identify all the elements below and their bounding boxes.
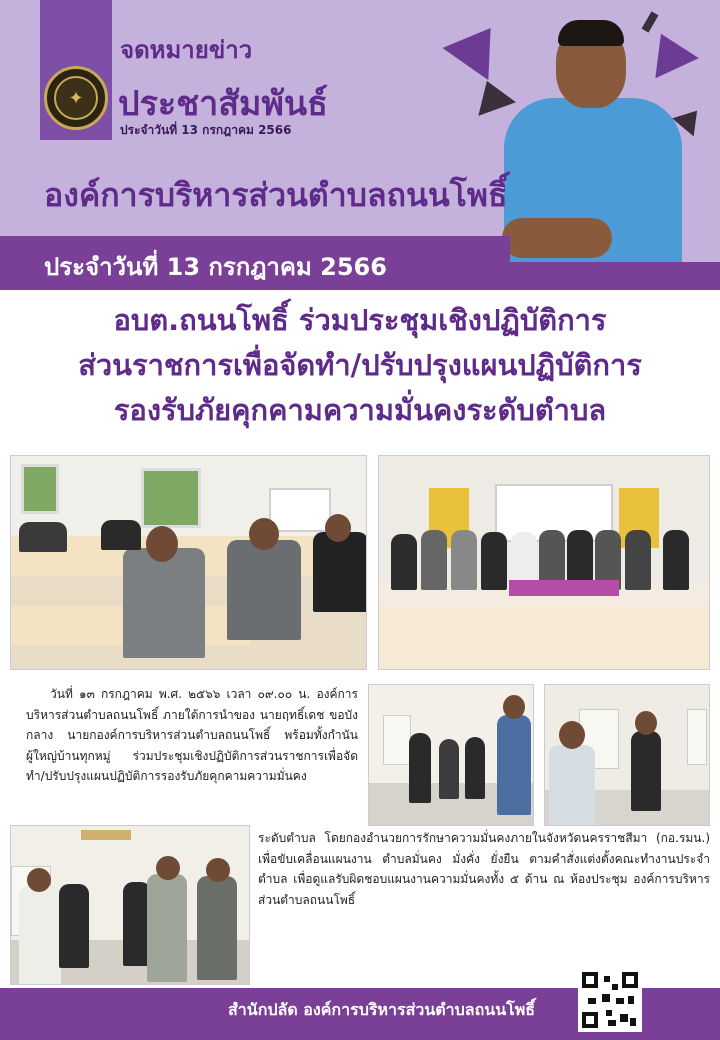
- date-banner-extension: [500, 262, 720, 290]
- article-body-part-2: ระดับตำบล โดยกองอำนวยการรักษาความมั่นคงภายในจังหวัดนครราชสีมา (กอ.รมน.) เพื่อขับเคลื่อนแผนงาน ตำบลมั่นคง มั่งคั่ง ยั่งยืน ตามคำสั่งแต่งตั้งคณะทำงานประจำตำบล เพื่อดูแลรับผิดชอบแผนงานความมั่นคงทั้ง ๕ ด้าน ณ ห้องประชุม องค์การบริหารส่วนตำบลถนนโพธิ์: [258, 831, 710, 907]
- workshop-photo: [368, 684, 534, 826]
- headline-line-3: รองรับภัยคุกคามความมั่นคงระดับตำบล: [113, 393, 607, 427]
- mayor-portrait: [498, 12, 688, 290]
- newsletter-title: จดหมายข่าว: [120, 36, 253, 64]
- article-body-part-1: [26, 684, 358, 787]
- newsletter-subtitle: ประชาสัมพันธ์: [118, 84, 328, 124]
- headline-line-1: อบต.ถนนโพธิ์ ร่วมประชุมเชิงปฏิบัติการ: [113, 303, 607, 337]
- headline: [0, 298, 720, 433]
- discussion-photo: [10, 825, 250, 985]
- organization-name: องค์การบริหารส่วนตำบลถนนโพธิ์: [44, 176, 508, 214]
- headline-line-2: ส่วนราชการเพื่อจัดทำ/ปรับปรุงแผนปฏิบัติการ: [78, 348, 642, 382]
- newsletter-date: ประจำวันที่ 13 กรกฎาคม 2566: [120, 123, 292, 137]
- date-banner: ประจำวันที่ 13 กรกฎาคม 2566: [44, 253, 387, 281]
- presentation-photo: [544, 684, 710, 826]
- meeting-photo: [10, 455, 367, 670]
- article-text-1: วันที่ ๑๓ กรกฎาคม พ.ศ. ๒๕๖๖ เวลา ๐๙.๐๐ น. องค์การบริหารส่วนตำบลถนนโพธิ์ ภายใต้การนำของ นายฤทธิ์เดช ขอบังกลาง นายกองค์การบริหารส่วนตำบลถนนโพธิ์ พร้อมทั้งกำนัน ผู้ใหญ่บ้านทุกหมู่ ร่วมประชุมเชิงปฏิบัติการส่วนราชการเพื่อจัดทำ/ปรับปรุงแผนปฏิบัติการรองรับภัยคุกคามความมั่นคง: [26, 687, 358, 784]
- organization-seal-icon: ✦: [44, 66, 108, 130]
- footer-text: สำนักปลัด องค์การบริหารส่วนตำบลถนนโพธิ์: [228, 1000, 536, 1019]
- group-photo: [378, 455, 710, 670]
- qr-code-icon[interactable]: [578, 968, 642, 1032]
